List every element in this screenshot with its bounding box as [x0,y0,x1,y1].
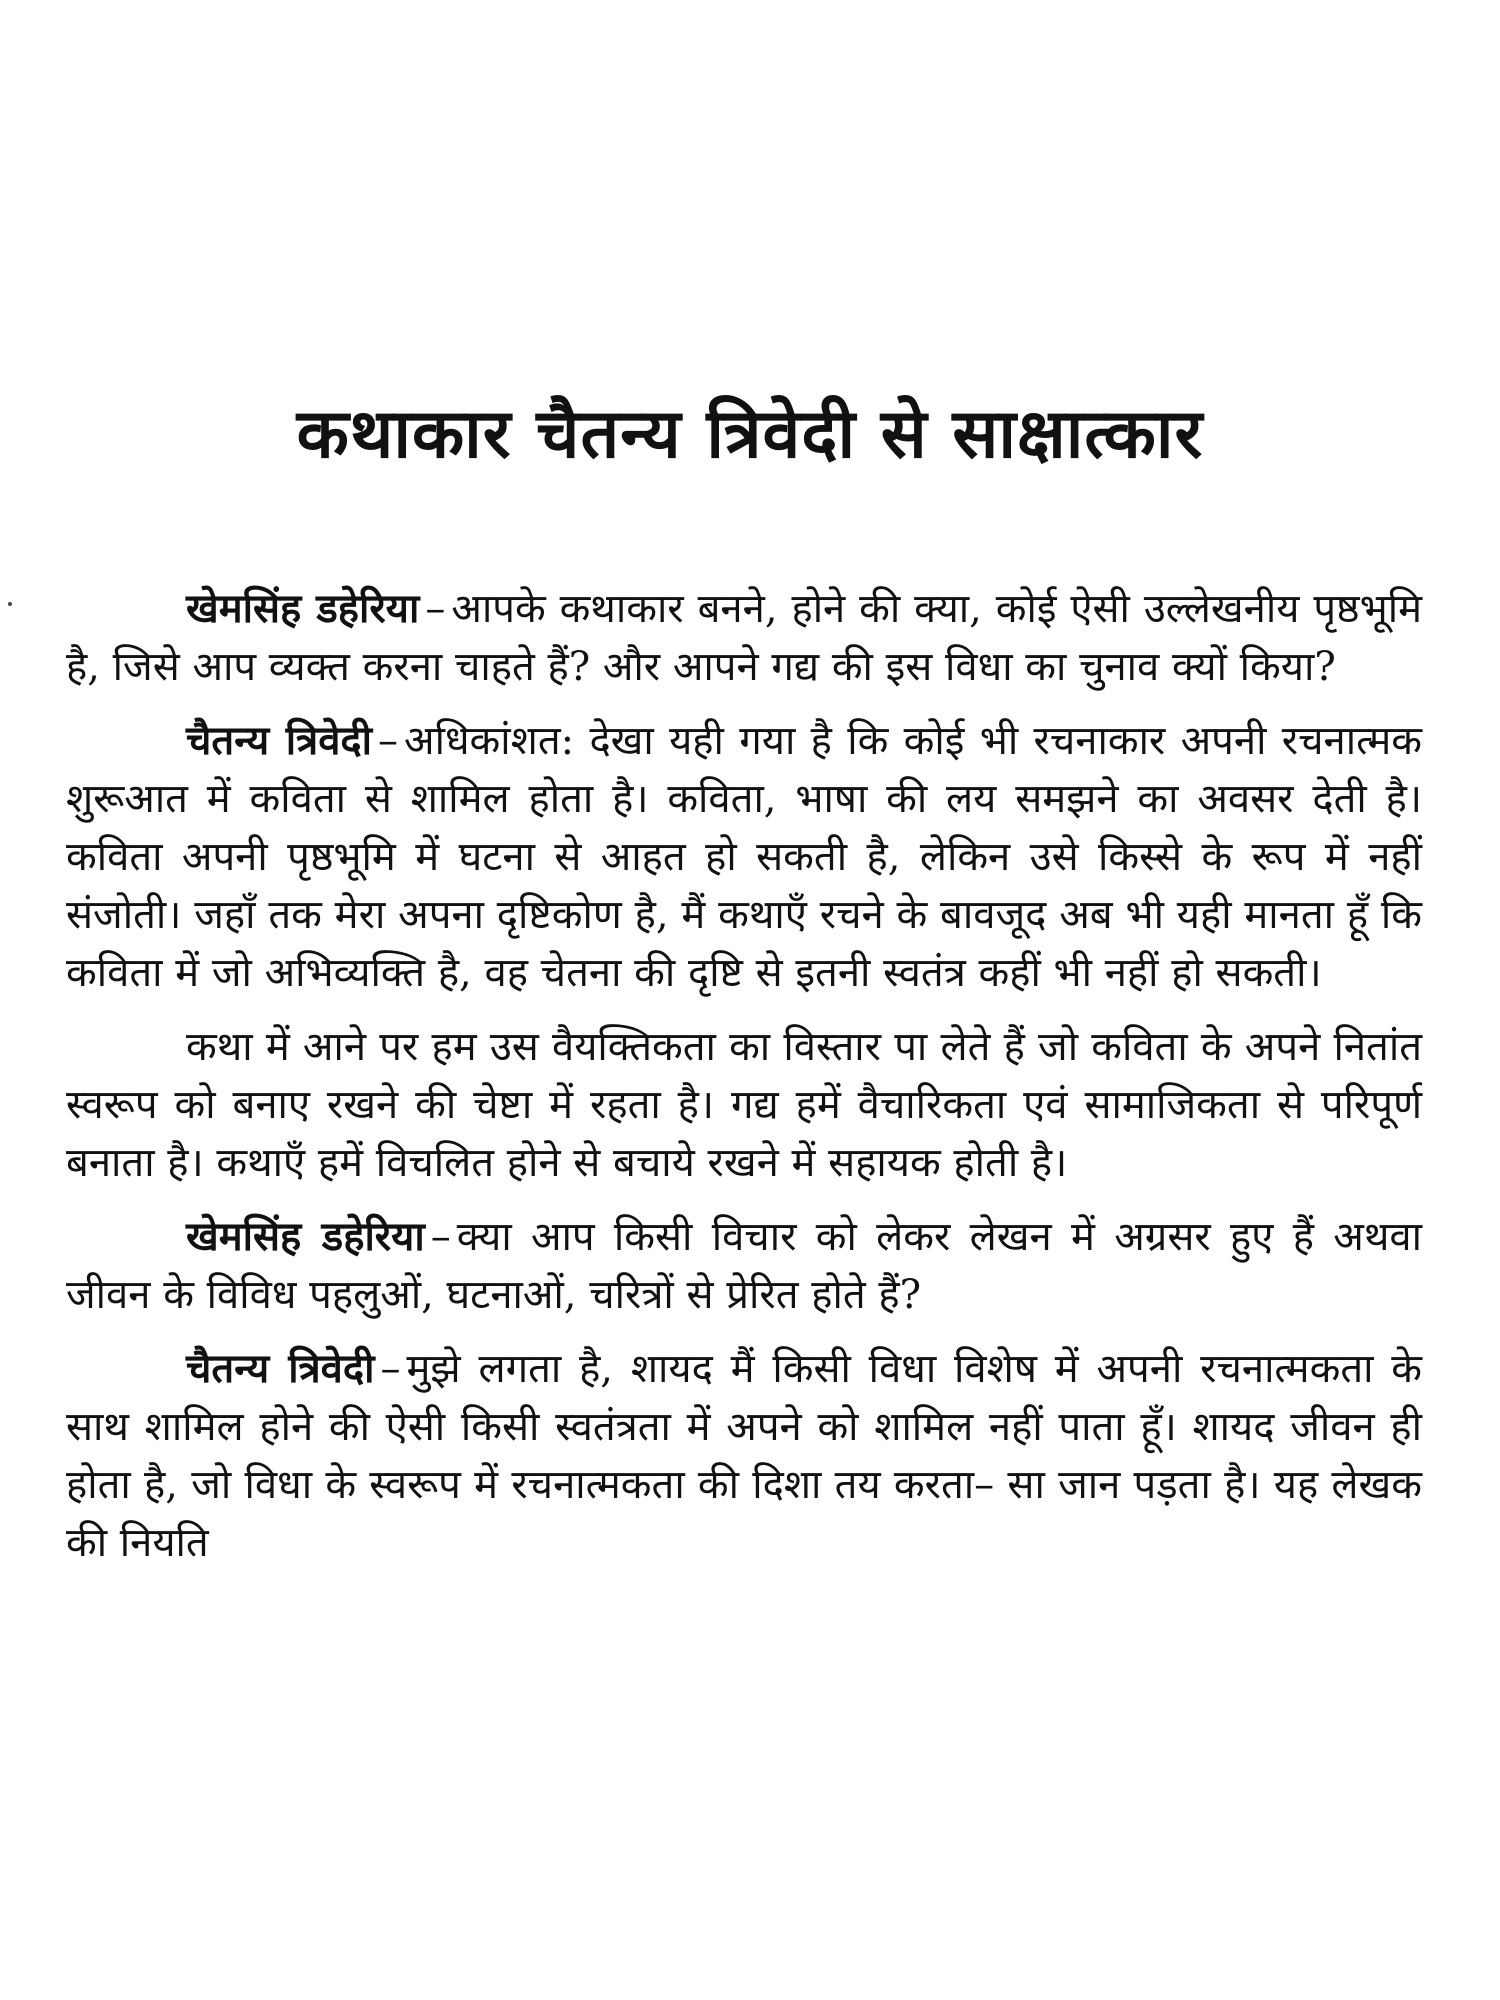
speaker-name: चैतन्य त्रिवेदी [186,718,373,764]
speaker-separator: – [425,586,446,632]
paragraph-question-1 [66,580,1422,696]
paragraph-answer-1-cont [66,1018,1422,1192]
speaker-name: चैतन्य त्रिवेदी [186,1346,375,1392]
paragraph-question-2 [66,1208,1422,1324]
page-title: कथाकार चैतन्य त्रिवेदी से साक्षात्कार [296,395,1204,474]
speaker-name: खेमसिंह डहेरिया [186,1214,425,1260]
paragraph-text: अधिकांशत: देखा यही गया है कि कोई भी रचनाकार अपनी रचनात्मक शुरूआत में कविता से शामिल होता है। कविता, भाषा की लय समझने का अवसर देती है। कविता अपनी पृष्ठभूमि में घटना से आहत हो सकती है, लेकिन उसे किस्से के रूप में नहीं संजोती। जहाँ तक मेरा अपना दृष्टिकोण है, मैं कथाएँ रचने के बावजूद अब भी यही मानता हूँ कि कविता में जो अभिव्यक्ति है, वह चेतना की दृष्टि से इतनी स्वतंत्र कहीं भी नहीं हो सकती। [66,718,1422,996]
speaker-separator: – [380,1346,401,1392]
speaker-separator: – [378,718,399,764]
paragraph-answer-1 [66,712,1422,1002]
speaker-separator: – [430,1214,451,1260]
paragraph-text: मुझे लगता है, शायद मैं किसी विधा विशेष में अपनी रचनात्मकता के साथ शामिल होने की ऐसी किसी स्वतंत्रता में अपने को शामिल नहीं पाता हूँ। शायद जीवन ही होता है, जो विधा के स्वरूप में रचनात्मकता की दिशा तय करता– सा जान पड़ता है। यह लेखक की नियति [66,1346,1422,1566]
paragraph-text: आपके कथाकार बनने, होने की क्या, कोई ऐसी उल्लेखनीय पृष्ठभूमि है, जिसे आप व्यक्त करना चाहते हैं? और आपने गद्य की इस विधा का चुनाव क्यों किया? [66,586,1422,690]
paragraph-text: क्या आप किसी विचार को लेकर लेखन में अग्रसर हुए हैं अथवा जीवन के विविध पहलुओं, घटनाओं, चरित्रों से प्रेरित होते हैं? [66,1214,1422,1318]
speaker-name: खेमसिंह डहेरिया [186,586,420,632]
scan-speck [8,602,12,606]
paragraph-answer-2 [66,1340,1422,1572]
paragraph-text: कथा में आने पर हम उस वैयक्तिकता का विस्तार पा लेते हैं जो कविता के अपने नितांत स्वरूप को बनाए रखने की चेष्टा में रहता है। गद्य हमें वैचारिकता एवं सामाजिकता से परिपूर्ण बनाता है। कथाएँ हमें विचलित होने से बचाये रखने में सहायक होती है। [66,1024,1422,1186]
interview-body [66,580,1422,1588]
